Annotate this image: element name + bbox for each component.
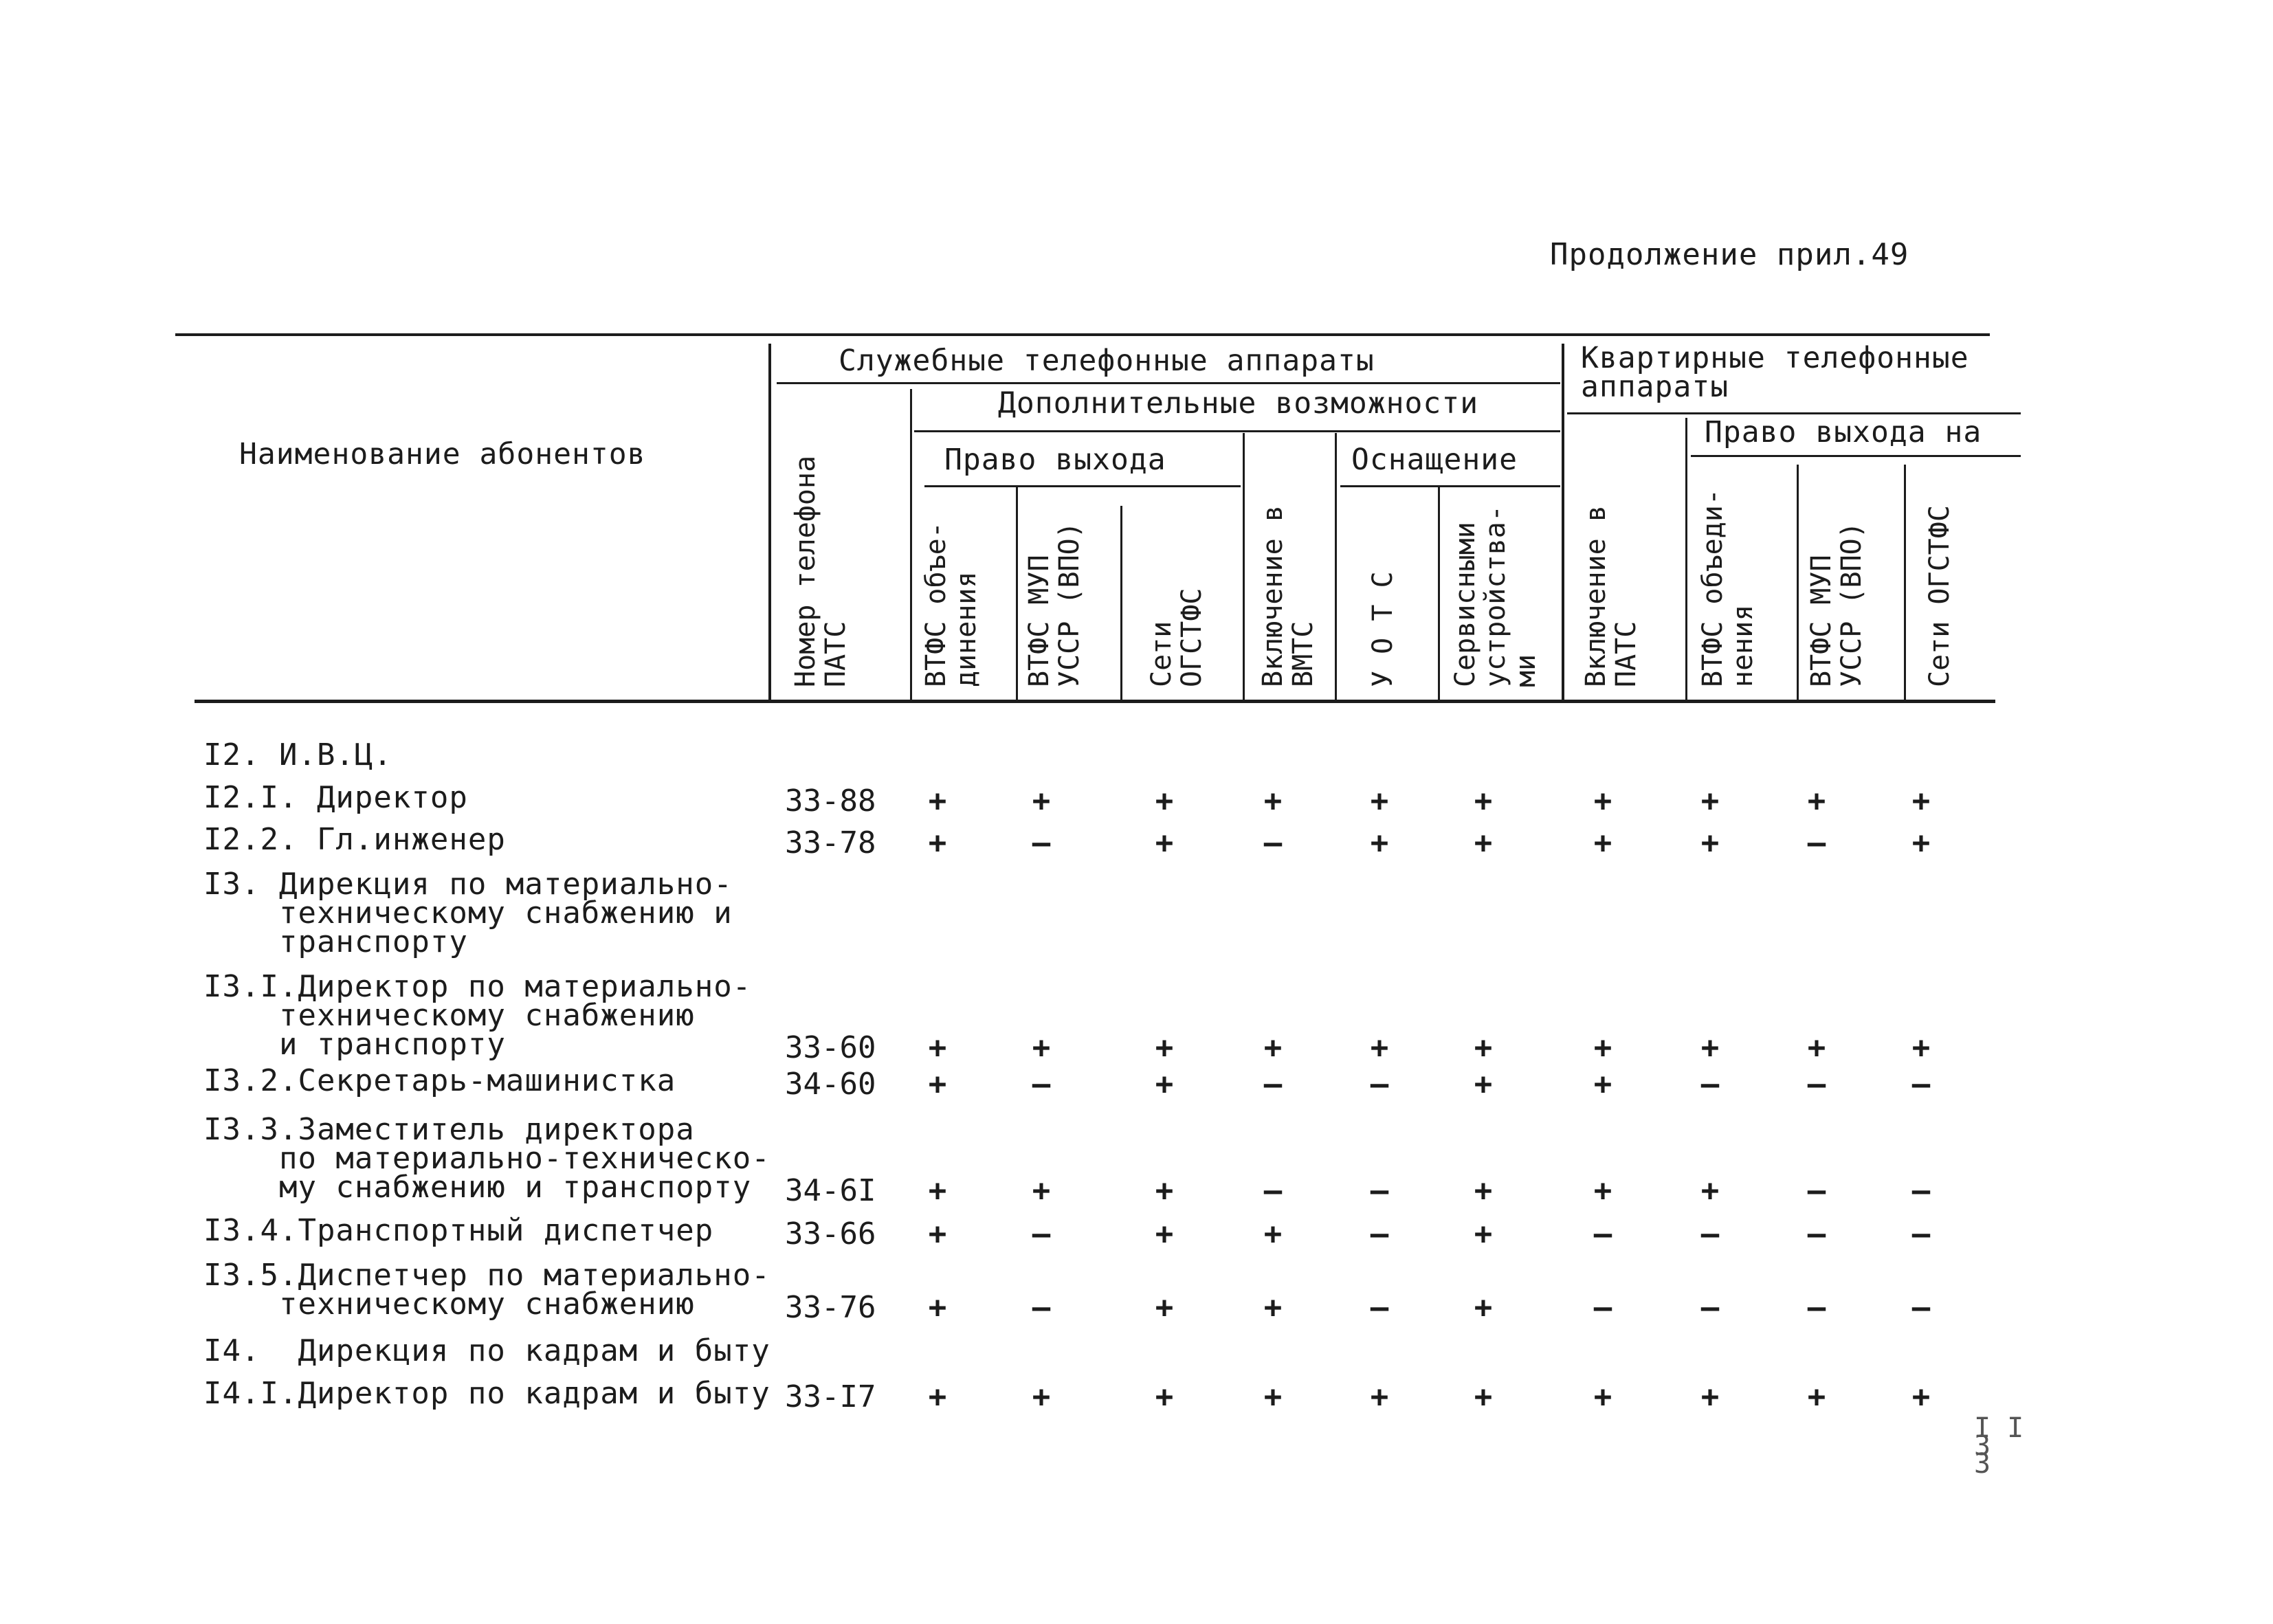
row-mark: + [1370,825,1389,860]
row-name [203,867,733,959]
header-vtfs-unit-col [921,522,982,687]
row-mark: + [1263,783,1283,819]
row-mark: – [1370,1067,1389,1102]
header-vmts-line1: Включение в [1257,505,1289,687]
row-phone: 33-I7 [785,1379,876,1414]
row-mark: + [1032,783,1051,819]
row-name [203,969,752,1062]
row-mark: + [1474,1030,1493,1065]
header-service-dev-line2: устройства- [1480,505,1511,687]
row-mark: – [1911,1173,1931,1208]
row-mark: + [1700,1173,1720,1208]
row-mark: + [1370,1379,1389,1414]
header-pats-line2: ПАТС [1610,621,1642,687]
row-mark: + [1263,1290,1283,1325]
row-mark: – [1700,1216,1720,1252]
row-mark: – [1263,1173,1283,1208]
col-divider-vmts [1335,433,1337,701]
header-apartment-group [1581,341,1969,404]
row-phone: 34-60 [785,1067,876,1102]
header-service-dev-line3: ми [1510,654,1542,687]
row-name [203,822,506,857]
row-mark: + [1155,1216,1174,1252]
row-mark: – [1911,1216,1931,1252]
row-mark: + [1593,1030,1612,1065]
row-mark: – [1593,1216,1612,1252]
row-mark: + [1032,1030,1051,1065]
row-mark: – [1807,1290,1826,1325]
col-divider-mup [1120,506,1122,701]
row-mark: + [1474,1290,1493,1325]
row-mark: + [928,1067,947,1102]
row-mark: + [1474,783,1493,819]
header-phone-col [790,456,851,687]
row-phone: 33-60 [785,1030,876,1065]
row-mark: + [1155,1379,1174,1414]
row-mark: + [1474,1173,1493,1208]
row-mark: + [928,783,947,819]
row-name-line: I4. Дирекция по кадрам и быту [203,1333,770,1368]
row-name [203,737,392,772]
row-mark: + [1807,1379,1826,1414]
header-apt-vtfs-unit-line2: нения [1727,604,1759,687]
row-mark: – [1807,825,1826,860]
row-mark: – [1807,1173,1826,1208]
row-name-line: I3. Дирекция по материально- [203,867,733,902]
row-mark: – [1911,1067,1931,1102]
row-mark: + [1155,825,1174,860]
row-name-line: транспорту [203,924,468,959]
header-phone-line2: ПАТС [820,621,852,687]
row-name [203,1376,770,1411]
row-mark: + [1807,1030,1826,1065]
header-apt-ogstfs-col [1925,505,1955,687]
row-phone: 33-76 [785,1290,876,1325]
col-divider-phone [910,389,912,701]
header-ogstfs-line2: ОГСТФС [1176,588,1208,687]
col-divider-name [768,344,771,701]
row-mark: – [1807,1067,1826,1102]
header-apartment-line1: Квартирные телефонные [1581,341,1969,375]
table-header-bottom-rule [195,700,1995,703]
header-apt-exit-group: Право выхода на [1705,415,1982,449]
row-mark: + [1263,1030,1283,1065]
rule-under-additional [914,430,1560,432]
row-name-line: I2.2. Гл.инженер [203,822,506,857]
header-uots-col [1368,571,1398,687]
row-mark: + [928,1173,947,1208]
header-vmts-line2: ВМТС [1287,621,1319,687]
header-vtfs-mup-line2: УССР (ВПО) [1054,522,1085,687]
row-name-line: I4.I.Директор по кадрам и быту [203,1376,770,1411]
row-name [203,1112,770,1205]
row-mark: – [1700,1290,1720,1325]
header-service-dev-line1: Сервисными [1450,522,1481,687]
row-mark: + [928,1216,947,1252]
row-phone: 33-66 [785,1216,876,1252]
row-name [203,1213,714,1248]
header-vtfs-mup-line1: ВТФС МУП [1023,555,1055,687]
row-mark: + [1474,1216,1493,1252]
row-name-line: I2. И.В.Ц. [203,737,392,772]
row-name-line: I3.3.Заместитель директора [203,1112,695,1147]
row-mark: + [1032,1379,1051,1414]
col-divider-uots [1438,485,1440,701]
row-mark: + [1700,825,1720,860]
row-mark: + [1911,783,1931,819]
row-mark: + [928,1030,947,1065]
rule-under-apartment [1567,412,2021,414]
header-pats-col [1581,505,1641,687]
row-phone: 34-6I [785,1173,876,1208]
row-name-line: I2.I. Директор [203,780,468,815]
rule-under-exit-right [924,485,1241,487]
row-mark: + [1474,825,1493,860]
row-mark: + [1263,1379,1283,1414]
header-apt-vtfs-mup-col [1806,522,1867,687]
row-name-line: I3.2.Секретарь-машинистка [203,1063,676,1098]
row-mark: + [1593,1173,1612,1208]
header-name-col: Наименование абонентов [239,437,646,471]
col-divider-apt-mup [1904,465,1906,701]
row-mark: + [1807,783,1826,819]
row-mark: + [1593,1379,1612,1414]
header-phone-line1: Номер телефона [790,455,821,687]
row-mark: + [1474,1067,1493,1102]
row-mark: + [1700,783,1720,819]
row-mark: + [1155,1030,1174,1065]
header-apt-vtfs-unit-line1: ВТФС объеди- [1697,489,1729,687]
row-mark: + [1155,1067,1174,1102]
header-vtfs-unit-line1: ВТФС объе- [920,522,952,687]
header-uots-line1: У О Т С [1367,571,1399,687]
row-mark: + [928,1290,947,1325]
col-divider-ogstfs [1243,433,1245,701]
header-apt-vtfs-unit-col [1698,489,1758,687]
header-service-dev-col [1450,505,1541,687]
row-name-line: и транспорту [203,1027,506,1062]
rule-under-equip [1340,485,1560,487]
row-mark: + [1263,1216,1283,1252]
header-vtfs-unit-line2: динения [951,571,982,687]
row-mark: – [1370,1173,1389,1208]
header-exit-right-group: Право выхода [944,443,1166,477]
row-mark: + [1370,1030,1389,1065]
header-ogstfs-line1: Сети [1146,621,1177,687]
row-name-line: I3.4.Транспортный диспетчер [203,1213,714,1248]
page-caption: Продолжение прил.49 [1550,237,1909,272]
row-mark: + [928,825,947,860]
row-mark: – [1263,825,1283,860]
rule-under-apt-exit [1691,455,2021,457]
row-mark: + [1155,1290,1174,1325]
row-mark: – [1370,1290,1389,1325]
row-name-line: по материально-техническо- [203,1141,770,1176]
header-apt-ogstfs-line1: Сети ОГСТФС [1924,505,1955,687]
row-mark: + [1593,825,1612,860]
row-mark: – [1032,825,1051,860]
row-mark: + [1700,1030,1720,1065]
row-mark: + [1911,1379,1931,1414]
col-divider-vtfs [1016,485,1018,701]
row-mark: – [1911,1290,1931,1325]
row-name [203,1333,770,1368]
rule-under-service [777,382,1560,384]
header-service-group: Служебные телефонные аппараты [839,344,1375,378]
header-equip-group: Оснащение [1351,443,1518,477]
row-mark: + [1474,1379,1493,1414]
col-divider-apt-vtfs [1797,465,1799,701]
row-name-line: техническому снабжению [203,1287,695,1322]
row-mark: + [1593,783,1612,819]
row-mark: + [1593,1067,1612,1102]
table-top-rule [175,333,1990,336]
row-name-line: му снабжению и транспорту [203,1170,752,1205]
row-phone: 33-78 [785,825,876,860]
row-mark: + [1911,1030,1931,1065]
row-mark: – [1263,1067,1283,1102]
row-mark: – [1032,1290,1051,1325]
header-vmts-col [1258,505,1318,687]
row-mark: + [928,1379,947,1414]
row-phone: 33-88 [785,783,876,819]
row-mark: + [1032,1173,1051,1208]
row-name-line: I3.I.Директор по материально- [203,969,752,1004]
row-name [203,1063,676,1098]
row-name-line: I3.5.Диспетчер по материально- [203,1258,770,1293]
header-vtfs-mup-col [1024,522,1085,687]
row-mark: – [1370,1216,1389,1252]
row-name-line: техническому снабжению и [203,896,733,931]
row-mark: + [1700,1379,1720,1414]
row-mark: – [1032,1216,1051,1252]
row-name [203,780,468,815]
col-divider-service [1562,344,1564,701]
header-apartment-line2: аппараты [1581,370,1729,404]
row-name-line: техническому снабжению [203,998,695,1033]
row-mark: – [1700,1067,1720,1102]
row-mark: + [1155,1173,1174,1208]
row-mark: – [1807,1216,1826,1252]
col-divider-pats [1685,418,1687,701]
header-additional-group: Дополнительные возможности [998,386,1479,421]
header-apt-vtfs-mup-line1: ВТФС МУП [1806,555,1837,687]
row-name [203,1258,770,1322]
row-mark: + [1370,783,1389,819]
row-mark: + [1911,825,1931,860]
row-mark: – [1032,1067,1051,1102]
header-ogstfs-col [1146,588,1207,688]
header-apt-vtfs-mup-line2: УССР (ВПО) [1836,522,1867,687]
row-mark: – [1593,1290,1612,1325]
header-pats-line1: Включение в [1580,505,1612,687]
page-mark: I I 3 3 [1974,1412,2024,1480]
row-mark: + [1155,783,1174,819]
